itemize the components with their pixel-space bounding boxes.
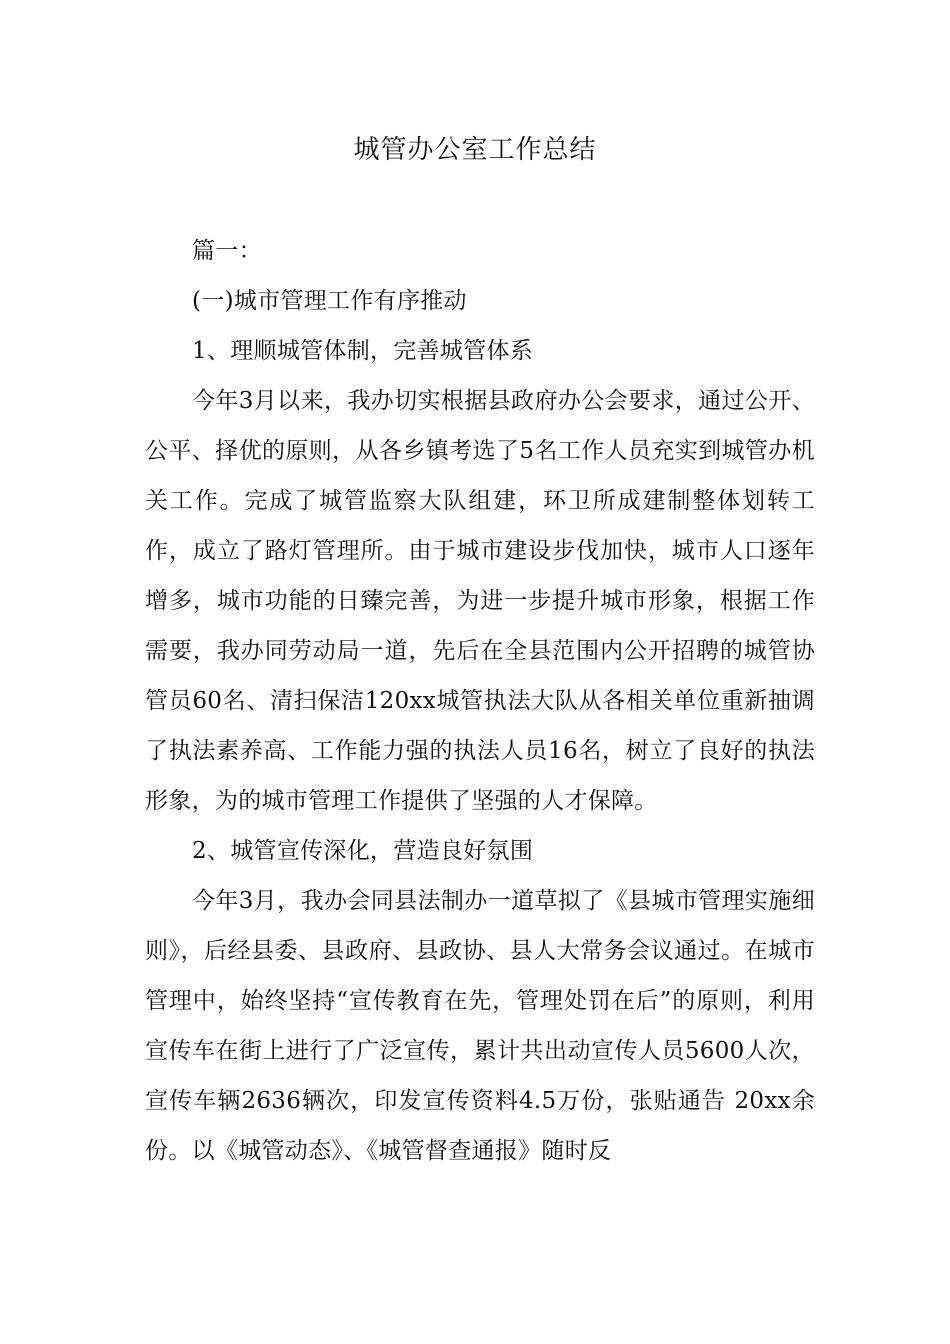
- section-label: 篇一：: [192, 238, 262, 264]
- subsection-heading-1: 1、理顺城管体制，完善城管体系: [192, 338, 534, 364]
- body-paragraph-2: 今年3月，我办会同县法制办一道草拟了《县城市管理实施细则》，后经县委、县政府、县政协、县人大常务会议通过。在城市管理中，始终坚持“宣传教育在先，管理处罚在后”的原则，利用宣传车在街上进行了广泛宣传，累计共出动宣传人员5600人次，宣传车辆2636辆次，印发宣传资料4.5万份，张贴通告 20xx余份。以《城管动态》、《城管督查通报》随时反: [145, 888, 815, 1164]
- document-title: 城管办公室工作总结: [353, 135, 597, 165]
- body-paragraph-1: 今年3月以来，我办切实根据县政府办公会要求，通过公开、公平、择优的原则，从各乡镇考选了5名工作人员充实到城管办机关工作。完成了城管监察大队组建，环卫所成建制整体划转工作，成立了路灯管理所。由于城市建设步伐加快，城市人口逐年增多，城市功能的日臻完善，为进一步提升城市形象，根据工作需要，我办同劳动局一道，先后在全县范围内公开招聘的城管协管员60名、清扫保洁120xx城管执法大队从各相关单位重新抽调了执法素养高、工作能力强的执法人员16名，树立了良好的执法形象，为的城市管理工作提供了坚强的人才保障。: [145, 388, 815, 814]
- section-heading: (一)城市管理工作有序推动: [192, 288, 467, 314]
- document-body: [145, 226, 815, 1176]
- subsection-heading-2: 2、城管宣传深化，营造良好氛围: [192, 838, 534, 864]
